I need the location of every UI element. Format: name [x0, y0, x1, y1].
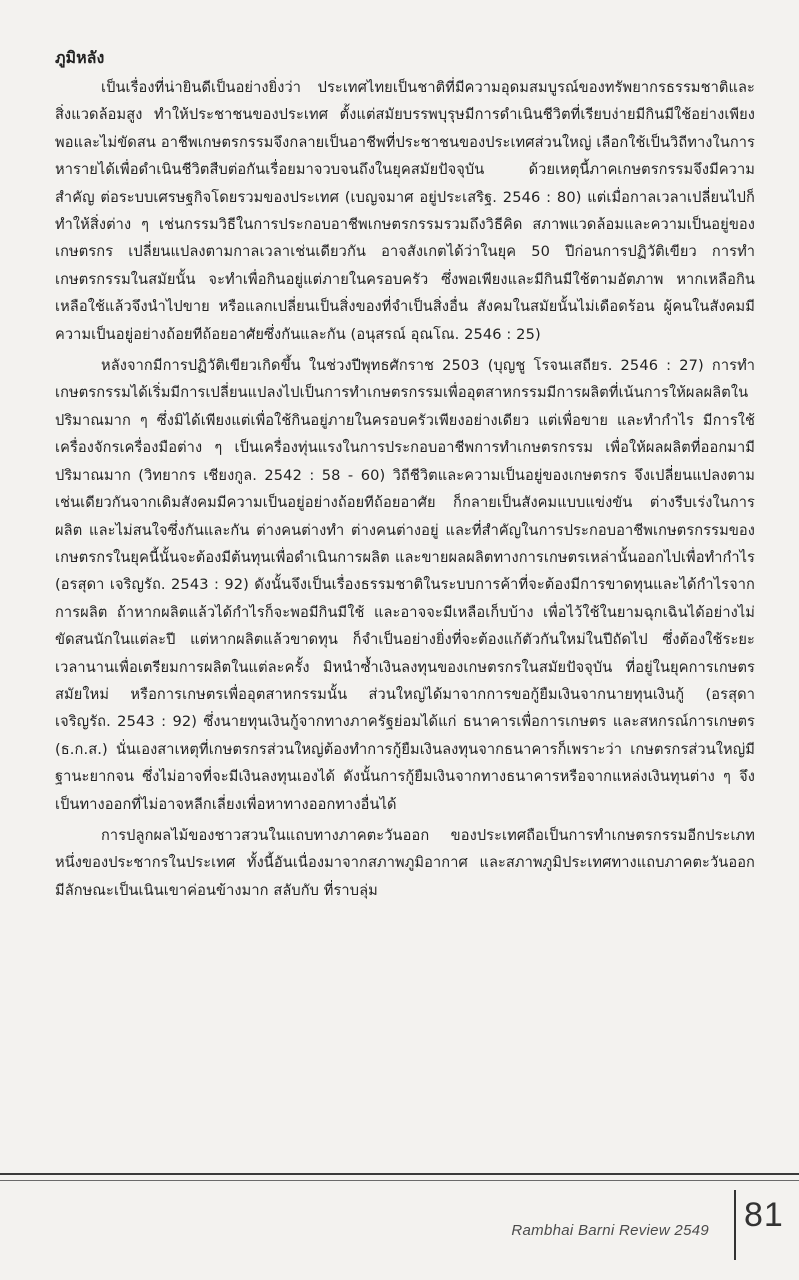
- article-body: [55, 44, 755, 908]
- paragraph-3: การปลูกผลไม้ของชาวสวนในแถบทางภาคตะวันออก ของประเทศถือเป็นการทำเกษตรกรรมอีกประเภทหนึ่งของประชากรในประเทศ ทั้งนี้อันเนื่องมาจากสภาพภูมิอากาศ และสภาพภูมิประเทศทางแถบภาคตะวันออก มีลักษณะเป็นเนินเขาค่อนข้างมาก สลับกับ ที่ราบลุ่ม: [55, 826, 755, 899]
- paragraph-2: หลังจากมีการปฏิวัติเขียวเกิดขึ้น ในช่วงปีพุทธศักราช 2503 (บุญชู โรจนเสถียร. 2546 : 27) การทำเกษตรกรรมได้เริ่มมีการเปลี่ยนแปลงไปเป็นการทำเกษตรกรรมเพื่ออุตสาหกรรมมีการผลิตที่เน้นการให้ผลผลิตในปริมาณมาก ๆ ซึ่งมิได้เพียงแต่เพื่อใช้กินอยู่ภายในครอบครัวเพียงอย่างเดียว แต่เพื่อขาย และทำกำไร มีการใช้เครื่องจักรเครื่องมือต่าง ๆ เป็นเครื่องทุ่นแรงในการประกอบอาชีพการทำเกษตรกรรม เพื่อให้ผลผลิตที่ออกมามีปริมาณมาก (วิทยากร เชียงกูล. 2542 : 58 - 60) วิถีชีวิตและความเป็นอยู่ของเกษตรกร จึงเปลี่ยนแปลงตามเช่นเดียวกันจากเดิมสังคมมีความเป็นอยู่อย่างถ้อยทีถ้อยอาศัย ก็กลายเป็นสังคมแบบแข่งขัน ต่างรีบเร่งในการผลิต และไม่สนใจซึ่งกันและกัน ต่างคนต่างทำ ต่างคนต่างอยู่ และที่สำคัญในการประกอบอาชีพเกษตรกรรมของเกษตรกรในยุคนี้นั้นจะต้องมีต้นทุนเพื่อดำเนินการผลิต และขายผลผลิตทางการเกษตรเหล่านั้นออกไปเพื่อทำกำไร (อรสุดา เจริญรัถ. 2543 : 92) ดังนั้นจึงเป็นเรื่องธรรมชาติในระบบการค้าที่จะต้องมีการขาดทุนและได้กำไรจากการผลิต ถ้าหากผลิตแล้วได้กำไรก็จะพอมีกินมีใช้ และอาจจะมีเหลือเก็บบ้าง เพื่อไว้ใช้ในยามฉุกเฉินได้อย่างไม่ขัดสนนักในแต่ละปี แต่หากผลิตแล้วขาดทุน ก็จำเป็นอย่างยิ่งที่จะต้องแก้ตัวกันใหม่ในปีถัดไป ซึ่งต้องใช้ระยะเวลานานเพื่อเตรียมการผลิตในแต่ละครั้ง มิหนำซ้ำเงินลงทุนของเกษตรกรในสมัยปัจจุบัน ที่อยู่ในยุคการเกษตรสมัยใหม่ หรือการเกษตรเพื่ออุตสาหกรรมนั้น ส่วนใหญ่ได้มาจากการขอกู้ยืมเงินจากนายทุนเงินกู้ (อรสุดา เจริญรัถ. 2543 : 92) ซึ่งนายทุนเงินกู้จากทางภาครัฐย่อมได้แก่ ธนาคารเพื่อการเกษตร และสหกรณ์การเกษตร (ธ.ก.ส.) นั่นเองสาเหตุที่เกษตรกรส่วนใหญ่ต้องทำการกู้ยืมเงินลงทุนจากธนาคารก็เพราะว่า เกษตรกรส่วนใหญ่มีฐานะยากจน ซึ่งไม่อาจที่จะมีเงินลงทุนเองได้ ดังนั้นการกู้ยืมเงินจากทางธนาคารหรือจากแหล่งเงินทุนต่าง ๆ จึงเป็นทางออกที่ไม่อาจหลีกเลี่ยงเพื่อหาทางออกทางอื่นได้: [55, 357, 755, 813]
- footer-divider-thin: [0, 1180, 799, 1181]
- footer-divider: [0, 1173, 799, 1175]
- paragraph-1: เป็นเรื่องที่น่ายินดีเป็นอย่างยิ่งว่า ประเทศไทยเป็นชาติที่มีความอุดมสมบูรณ์ของทรัพยากรธรรมชาติและสิ่งแวดล้อมสูง ทำให้ประชาชนของประเทศ ตั้งแต่สมัยบรรพบุรุษมีการดำเนินชีวิตที่เรียบง่ายมีกินมีใช้อย่างเพียงพอและไม่ขัดสน อาชีพเกษตรกรรมจึงกลายเป็นอาชีพที่ประชาชนของประเทศส่วนใหญ่ เลือกใช้เป็นวิถีทางในการหารายได้เพื่อดำเนินชีวิตสืบต่อกันเรื่อยมาจวบจนถึงในยุคสมัยปัจจุบัน ด้วยเหตุนี้ภาคเกษตรกรรมจึงมีความสำคัญ ต่อระบบเศรษฐกิจโดยรวมของประเทศ (เบญจมาศ อยู่ประเสริฐ. 2546 : 80) แต่เมื่อกาลเวลาเปลี่ยนไปก็ทำให้สิ่งต่าง ๆ เช่นกรรมวิธีในการประกอบอาชีพเกษตรกรรมรวมถึงวิธีคิด สภาพแวดล้อมและความเป็นอยู่ของเกษตรกร เปลี่ยนแปลงตามกาลเวลาเช่นเดียวกัน อาจสังเกตได้ว่าในยุค 50 ปีก่อนการปฏิวัติเขียว การทำเกษตรกรรมในสมัยนั้น จะทำเพื่อกินอยู่แต่ภายในครอบครัว ซึ่งพอเพียงและมีกินมีใช้ตามอัตภาพ หากเหลือกินเหลือใช้แล้วจึงนำไปขาย หรือแลกเปลี่ยนเป็นสิ่งของที่จำเป็นสิ่งอื่น สังคมในสมัยนั้นไม่เดือดร้อน ผู้คนในสังคมมีความเป็นอยู่อย่างถ้อยทีถ้อยอาศัยซึ่งกันและกัน (อนุสรณ์ อุณโณ. 2546 : 25): [55, 79, 755, 343]
- journal-title: Rambhai Barni Review 2549: [511, 1222, 709, 1239]
- section-heading: ภูมิหลัง: [55, 48, 105, 67]
- page-number: 81: [744, 1196, 784, 1234]
- page-number-separator: [734, 1190, 736, 1260]
